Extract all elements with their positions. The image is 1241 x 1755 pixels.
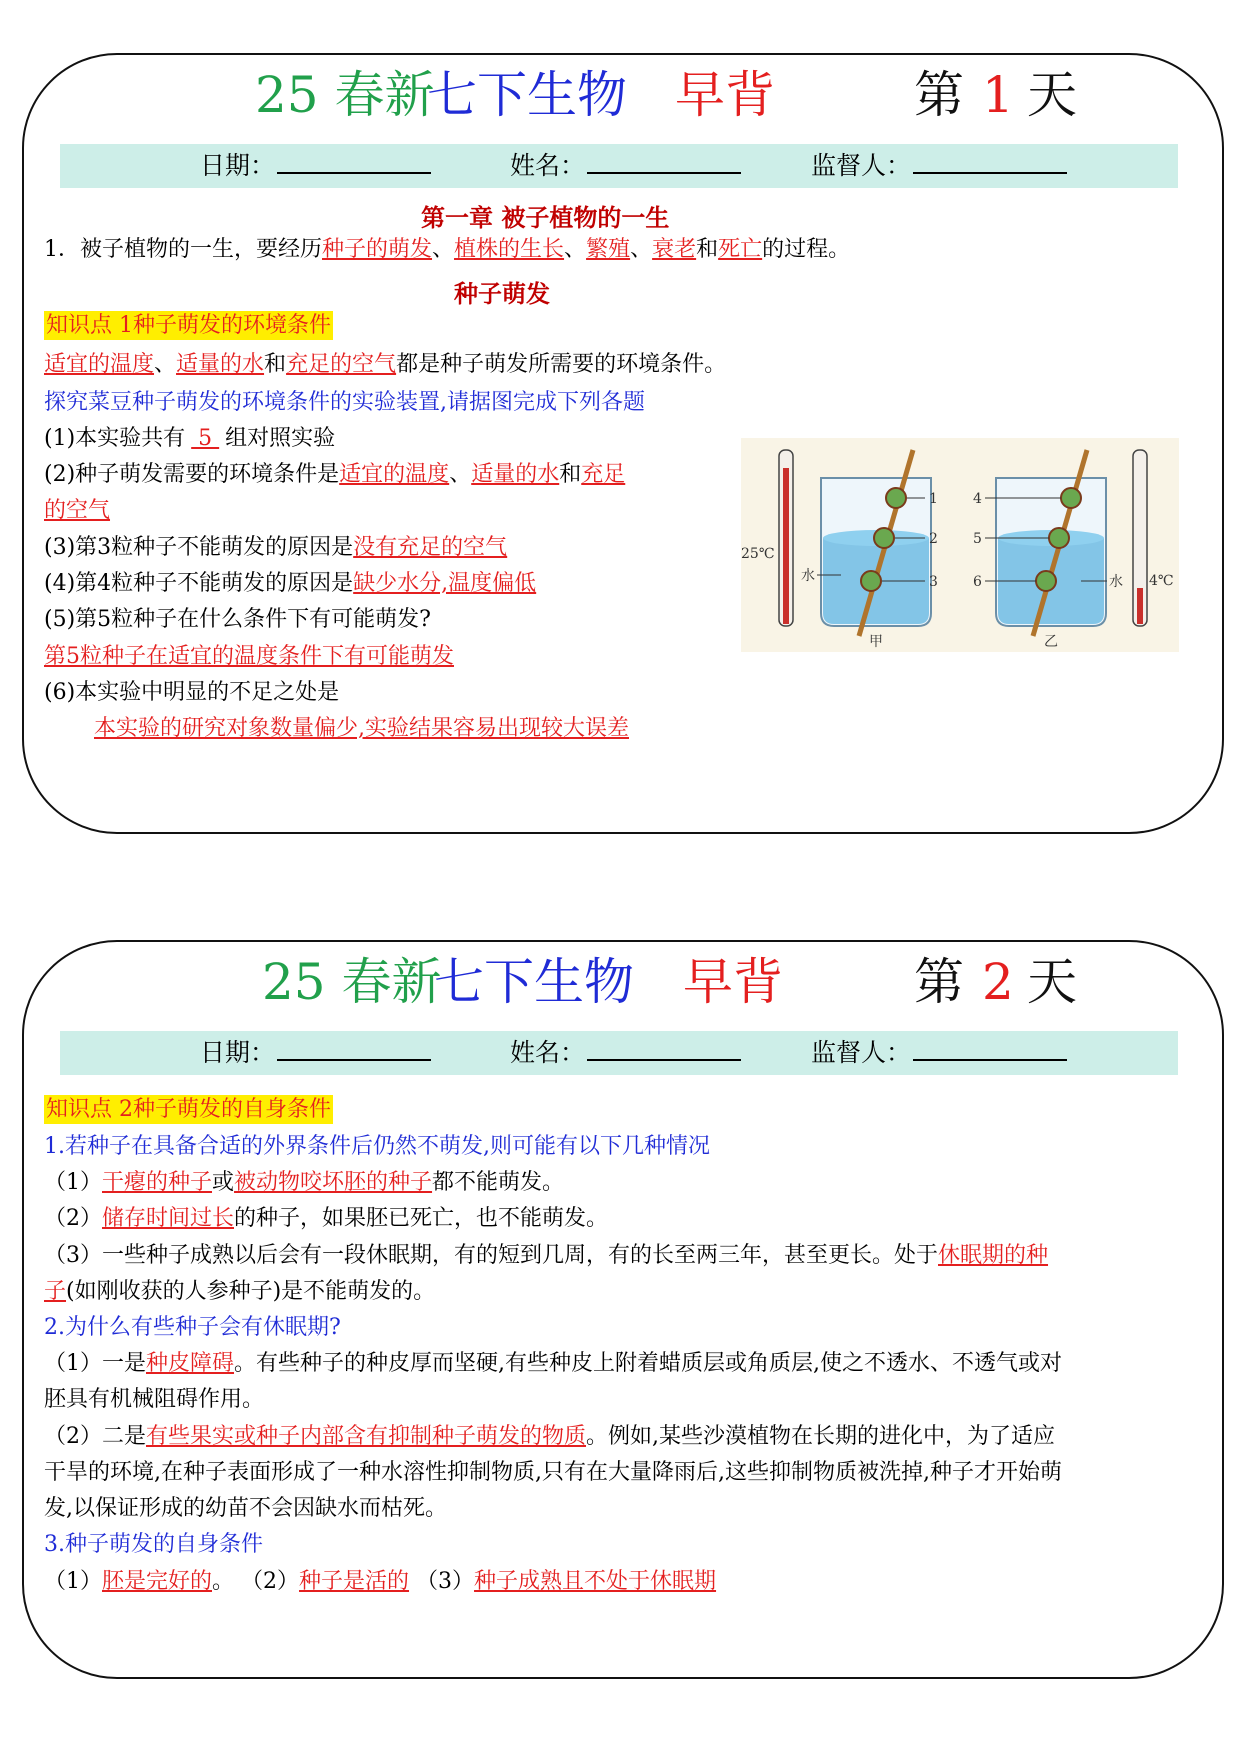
text: 和: [696, 237, 719, 262]
text: （3）: [409, 1569, 475, 1594]
item-b2: [44, 1422, 1055, 1452]
info-bar: [60, 1031, 1178, 1075]
answer: 的空气: [44, 498, 111, 523]
answer: 没有充足的空气: [353, 535, 508, 560]
chapter-heading: 第一章 被子植物的一生: [421, 203, 670, 232]
day2-card: [22, 940, 1224, 1679]
line-conditions: [44, 350, 726, 380]
text: 都不能萌发。: [432, 1170, 565, 1195]
text: 。例如,某些沙漠植物在长期的进化中，为了适应: [586, 1424, 1056, 1449]
supervisor-label: 监督人：: [811, 1038, 912, 1067]
answer: 种子的萌发: [322, 237, 433, 262]
text: (如刚收获的人参种子)是不能萌发的。: [66, 1279, 436, 1304]
question-1: [44, 424, 335, 454]
day-suffix: 天: [1027, 953, 1077, 1011]
answer: 被动物咬坏胚的种子: [234, 1170, 433, 1195]
item-c1: [44, 1567, 716, 1597]
text: 、: [630, 237, 653, 262]
label-jia: 甲: [869, 634, 883, 650]
day-number: 2: [982, 953, 1014, 1011]
question-4: [44, 569, 536, 599]
text: （1）: [44, 1569, 102, 1594]
supervisor-blank[interactable]: [913, 144, 1067, 174]
name-field[interactable]: [510, 144, 585, 188]
heading-3: 3.种子萌发的自身条件: [44, 1532, 263, 1557]
answer: 适量的水: [471, 462, 560, 487]
text: 。 （2）: [212, 1569, 300, 1594]
highlight-label: 知识点 2种子萌发的自身条件: [46, 1097, 331, 1122]
answer: 缺少水分,温度偏低: [353, 571, 537, 596]
answer: 适宜的温度: [339, 462, 450, 487]
title-part2: 七下生物: [434, 953, 634, 1011]
date-blank[interactable]: [277, 144, 431, 174]
text: 、: [449, 462, 472, 487]
day-suffix: 天: [1027, 66, 1077, 124]
answer: 第5粒种子在适宜的温度条件下有可能萌发: [44, 644, 454, 669]
answer: 干瘪的种子: [102, 1170, 213, 1195]
question-3: [44, 533, 507, 563]
text: (2)种子萌发需要的环境条件是: [44, 462, 340, 487]
date-label: 日期：: [200, 1038, 276, 1067]
question-6: (6)本实验中明显的不足之处是: [44, 680, 340, 705]
temp-left-label: 25℃: [741, 546, 775, 562]
experiment-intro: 探究菜豆种子萌发的环境条件的实验装置,请据图完成下列各题: [44, 390, 645, 415]
num-4: 4: [973, 491, 982, 507]
answer: 种子成熟且不处于休眠期: [474, 1569, 717, 1594]
answer: 子: [44, 1279, 67, 1304]
seed-5: [1049, 528, 1069, 548]
text: 1．被子植物的一生，要经历: [44, 237, 322, 262]
day-prefix: 第: [914, 66, 964, 124]
text: 、: [154, 352, 177, 377]
answer: 死亡: [718, 237, 763, 262]
question-2: [44, 460, 625, 490]
answer: 衰老: [652, 237, 697, 262]
seed-3: [861, 571, 881, 591]
date-blank[interactable]: [277, 1031, 431, 1061]
title-part1: 25 春新: [255, 66, 435, 124]
supervisor-field[interactable]: [811, 144, 911, 188]
item-b1-cont: 胚具有机械阻碍作用。: [44, 1387, 265, 1412]
supervisor-blank[interactable]: [913, 1031, 1067, 1061]
num-1: 1: [929, 491, 938, 507]
text: (1)本实验共有: [44, 426, 186, 451]
answer: 种皮障碍: [146, 1351, 235, 1376]
text: 组对照实验: [225, 426, 336, 451]
answer: 5: [191, 426, 220, 451]
text: （1）: [44, 1170, 102, 1195]
title-part3: 早背: [675, 66, 775, 124]
text: 。有些种子的种皮厚而坚硬,有些种皮上附着蜡质层或角质层,使之不透水、不透气或对: [234, 1351, 1063, 1376]
name-blank[interactable]: [587, 1031, 741, 1061]
item-a2: [44, 1204, 608, 1234]
thermometer-right-mercury: [1137, 588, 1143, 624]
answer: 有些果实或种子内部含有抑制种子萌发的物质: [146, 1424, 587, 1449]
text: 和: [559, 462, 582, 487]
section-heading: 种子萌发: [454, 279, 550, 308]
knowledge-point-2: [44, 1095, 333, 1125]
label-yi: 乙: [1044, 634, 1058, 650]
num-5: 5: [973, 531, 982, 547]
text: （2）: [44, 1206, 102, 1231]
text: 的过程。: [762, 237, 851, 262]
temp-right-label: 4℃: [1149, 573, 1174, 589]
text: (3)第3粒种子不能萌发的原因是: [44, 535, 354, 560]
answer: 胚是完好的: [102, 1569, 213, 1594]
num-3: 3: [929, 574, 938, 590]
day-number: 1: [982, 66, 1014, 124]
item-b1: [44, 1349, 1062, 1379]
text: （3）一些种子成熟以后会有一段休眠期，有的短到几周，有的长至两三年，甚至更长。处于: [44, 1243, 939, 1268]
name-field[interactable]: [510, 1031, 585, 1075]
seed-4: [1061, 488, 1081, 508]
text: 、: [432, 237, 455, 262]
item-a3-cont: [44, 1277, 435, 1307]
day1-card: [22, 53, 1224, 834]
text: 的种子，如果胚已死亡，也不能萌发。: [234, 1206, 609, 1231]
answer: 休眠期的种: [938, 1243, 1049, 1268]
title-part2: 七下生物: [427, 66, 627, 124]
question-5: (5)第5粒种子在什么条件下有可能萌发?: [44, 607, 431, 632]
seed-2: [874, 528, 894, 548]
text: 或: [212, 1170, 235, 1195]
answer: 充足: [581, 462, 626, 487]
highlight-label: 知识点 1种子萌发的环境条件: [46, 313, 331, 338]
info-bar: [60, 144, 1178, 188]
answer: 适量的水: [176, 352, 265, 377]
answer: 储存时间过长: [102, 1206, 235, 1231]
answer: 本实验的研究对象数量偏少,实验结果容易出现较大误差: [94, 716, 629, 741]
answer: 充足的空气: [286, 352, 397, 377]
item-b2-cont1: 干旱的环境,在种子表面形成了一种水溶性抑制物质,只有在大量降雨后,这些抑制物质被洗掉,种子才开始萌: [44, 1460, 1062, 1485]
answer: 植株的生长: [454, 237, 565, 262]
name-label: 姓名：: [510, 151, 586, 180]
knowledge-point-1: [44, 311, 333, 341]
experiment-figure: [741, 438, 1179, 652]
line-lifecycle: [44, 235, 850, 265]
seed-6: [1036, 571, 1056, 591]
date-field[interactable]: [200, 1031, 275, 1075]
answer: 适宜的温度: [44, 352, 155, 377]
text: 和: [264, 352, 287, 377]
day-prefix: 第: [914, 953, 964, 1011]
seed-1: [886, 488, 906, 508]
thermometer-left-mercury: [783, 468, 789, 624]
answer-5: [44, 642, 454, 672]
title-part1: 25 春新: [262, 953, 442, 1011]
supervisor-field[interactable]: [811, 1031, 911, 1075]
name-blank[interactable]: [587, 144, 741, 174]
answer: 种子是活的: [299, 1569, 410, 1594]
answer: 繁殖: [586, 237, 631, 262]
text: （2）二是: [44, 1424, 146, 1449]
text: （1）一是: [44, 1351, 146, 1376]
date-label: 日期：: [200, 151, 276, 180]
date-field[interactable]: [200, 144, 275, 188]
supervisor-label: 监督人：: [811, 151, 912, 180]
num-2: 2: [929, 531, 938, 547]
num-6: 6: [973, 574, 982, 590]
item-a1: [44, 1168, 564, 1198]
text: (4)第4粒种子不能萌发的原因是: [44, 571, 354, 596]
heading-1: 1.若种子在具备合适的外界条件后仍然不萌发,则可能有以下几种情况: [44, 1134, 710, 1159]
heading-2: 2.为什么有些种子会有休眠期?: [44, 1315, 341, 1340]
name-label: 姓名：: [510, 1038, 586, 1067]
text: 、: [564, 237, 587, 262]
item-a3: [44, 1241, 1048, 1271]
item-b2-cont2: 发,以保证形成的幼苗不会因缺水而枯死。: [44, 1496, 447, 1521]
text: 都是种子萌发所需要的环境条件。: [396, 352, 727, 377]
water-label-a: 水: [801, 568, 815, 584]
answer-6: [94, 714, 629, 744]
title-part3: 早背: [683, 953, 783, 1011]
water-label-b: 水: [1109, 574, 1123, 590]
question-2-cont: [44, 496, 110, 526]
